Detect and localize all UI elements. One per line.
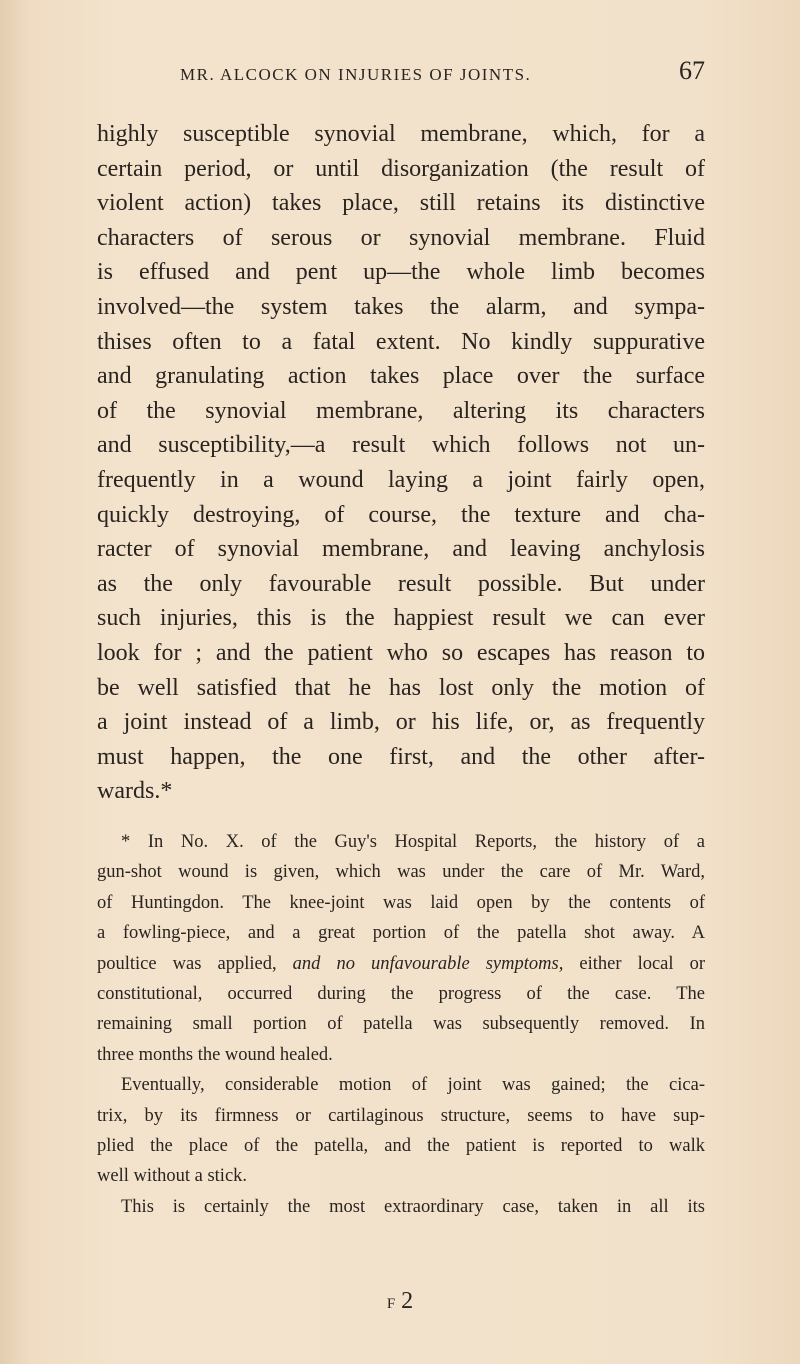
text-line: be well satisfied that he has lost only the motion of xyxy=(97,674,705,701)
footnote-line: trix, by its firmness or cartilaginous structure, seems to have sup- xyxy=(97,1105,705,1126)
footnote-line: This is certainly the most extraordinary case, taken in all its xyxy=(121,1196,705,1217)
text-line: frequently in a wound laying a joint fairly open, xyxy=(97,466,705,493)
text-line: violent action) takes place, still retains its distinctive xyxy=(97,190,705,217)
text-line: as the only favourable result possible. But under xyxy=(97,570,705,597)
footnote-italic-text: and no unfavourable symptoms, xyxy=(292,953,564,974)
footnote-line: of Huntingdon. The knee-joint was laid open by the contents of xyxy=(97,892,705,913)
footnote-line: remaining small portion of patella was subsequently removed. In xyxy=(97,1014,705,1035)
footnote-line: plied the place of the patella, and the patient is reported to walk xyxy=(97,1135,705,1156)
signature-mark xyxy=(0,1288,800,1315)
text-line: thises often to a fatal extent. No kindly suppurative xyxy=(97,328,705,355)
body-text xyxy=(97,117,705,809)
footnote-line: well without a stick. xyxy=(97,1166,248,1187)
footnote-line: gun-shot wound is given, which was under the care of Mr. Ward, xyxy=(97,862,705,883)
footnote-text: poultice was applied, xyxy=(97,953,293,974)
footnote-text: either local or xyxy=(563,953,705,974)
footnote-line xyxy=(97,949,705,979)
signature-number: 2 xyxy=(401,1288,414,1314)
text-line: of the synovial membrane, altering its characters xyxy=(97,397,705,424)
footnote-line: constitutional, occurred during the progress of the case. The xyxy=(97,983,705,1004)
text-line: highly susceptible synovial membrane, which, for a xyxy=(97,121,705,147)
text-line: must happen, the one first, and the other after- xyxy=(97,743,705,770)
text-line: involved—the system takes the alarm, and sympa- xyxy=(97,293,705,320)
text-line: a joint instead of a limb, or his life, or, as frequently xyxy=(97,709,705,736)
footnote-line: * In No. X. of the Guy's Hospital Reports, the history of a xyxy=(121,832,705,852)
footnote-line: three months the wound healed. xyxy=(97,1044,333,1065)
text-line: such injuries, this is the happiest result we can ever xyxy=(97,605,705,632)
running-title: MR. ALCOCK ON INJURIES OF JOINTS. xyxy=(180,65,532,84)
text-line: look for ; and the patient who so escapes has reason to xyxy=(97,639,705,666)
footnote-line: Eventually, considerable motion of joint was gained; the cica- xyxy=(121,1075,705,1096)
text-line: racter of synovial membrane, and leaving anchylosis xyxy=(97,536,705,563)
signature-letter: F xyxy=(386,1296,396,1312)
footnote-line: a fowling-piece, and a great portion of the patella shot away. A xyxy=(97,923,705,944)
text-line: is effused and pent up—the whole limb becomes xyxy=(97,259,705,286)
text-line: and granulating action takes place over the surface xyxy=(97,363,705,390)
text-line: certain period, or until disorganization (the result of xyxy=(97,155,705,182)
text-line: and susceptibility,—a result which follows not un- xyxy=(97,432,705,459)
text-line: wards.* xyxy=(97,778,173,805)
page-number: 67 xyxy=(679,56,705,85)
text-line: characters of serous or synovial membrane. Fluid xyxy=(97,224,705,251)
text-line: quickly destroying, of course, the texture and cha- xyxy=(97,501,705,528)
footnote xyxy=(97,827,705,1222)
